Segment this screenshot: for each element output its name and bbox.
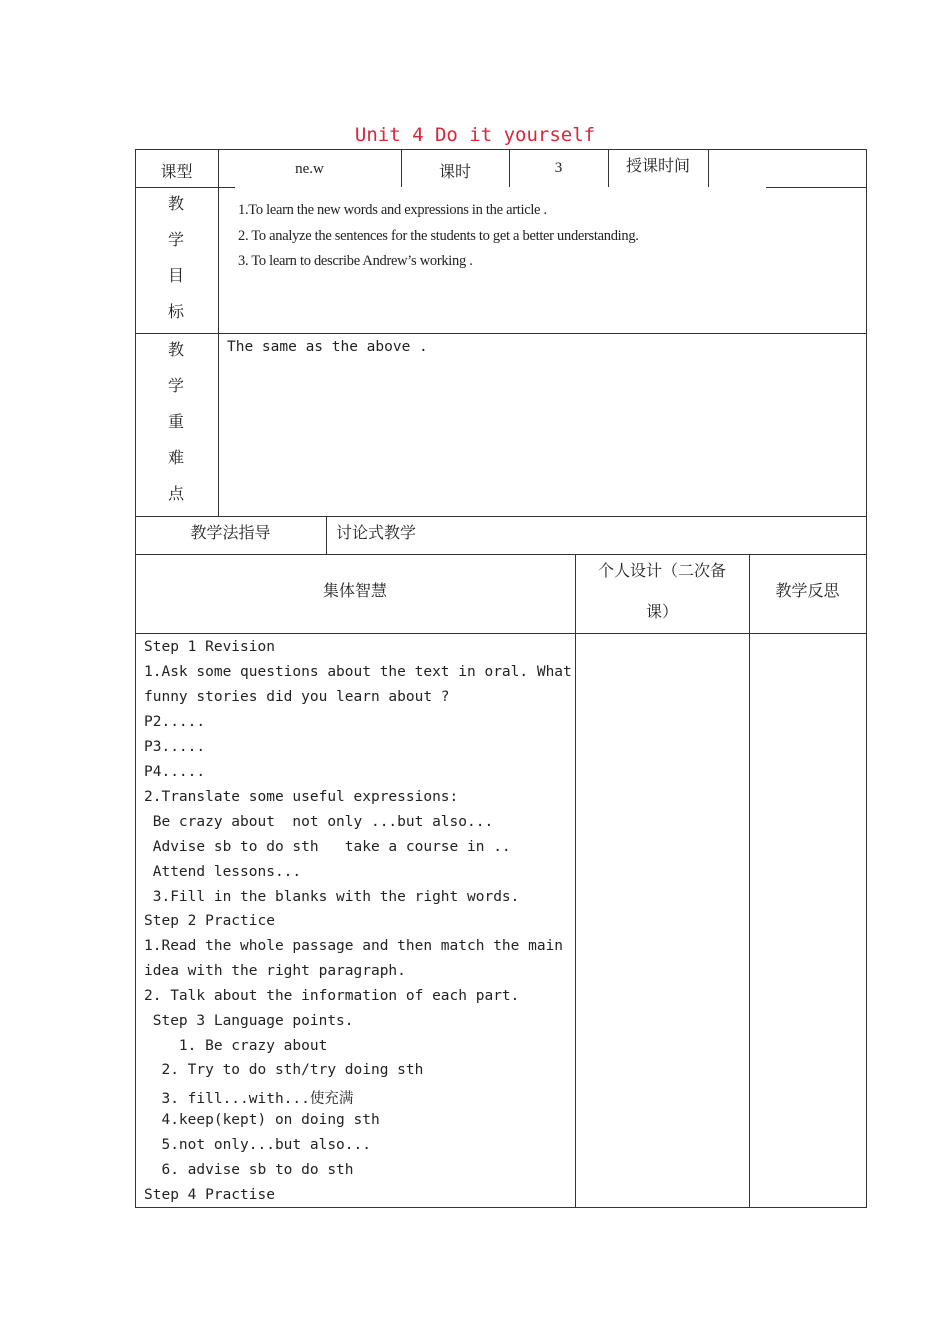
step-line: 4.keep(kept) on doing sth [144, 1112, 380, 1128]
table-border-top [135, 149, 867, 150]
step-line: 2.Translate some useful expressions: [144, 789, 459, 805]
step-line: 5.not only...but also... [144, 1137, 371, 1153]
header-divider-5 [708, 149, 709, 187]
difficulties-label-char: 点 [168, 484, 185, 503]
step-line: Advise sb to do sth take a course in .. [144, 839, 511, 855]
table-border-left [135, 149, 136, 1208]
page-title: Unit 4 Do it yourself [354, 124, 596, 146]
type-value: ne.w [295, 161, 324, 177]
row-divider-difficulties [135, 516, 867, 517]
step-line: 1.Ask some questions about the text in oral. What [144, 664, 572, 680]
row-divider-objectives [135, 333, 867, 334]
type-label: 课型 [160, 162, 193, 181]
time-label: 授课时间 [625, 156, 690, 175]
reflection-header: 教学反思 [775, 581, 840, 600]
row-divider-header-left [135, 187, 235, 188]
step-line: idea with the right paragraph. [144, 963, 406, 979]
step-line: 2. Talk about the information of each part. [144, 988, 520, 1004]
period-label: 课时 [438, 162, 471, 181]
step-line: Step 1 Revision [144, 639, 275, 655]
row-divider-columns [135, 633, 867, 634]
objectives-label-char: 目 [168, 266, 185, 285]
step-line: P2..... [144, 714, 206, 730]
step-line: funny stories did you learn about ? [144, 689, 450, 705]
difficulties-label-char: 教 [168, 340, 185, 359]
step-line: 2. Try to do sth/try doing sth [144, 1062, 424, 1078]
step-line: 1.Read the whole passage and then match the main [144, 938, 564, 954]
step-line: 3. fill...with...使充满 [144, 1091, 354, 1107]
objective-item: 1.To learn the new words and expressions in the article . [238, 202, 547, 218]
period-value: 3 [554, 160, 563, 176]
step-line: P4..... [144, 764, 206, 780]
step-line: 3.Fill in the blanks with the right words. [144, 889, 520, 905]
table-border-bottom [135, 1207, 867, 1208]
row-divider-header-right [766, 187, 867, 188]
difficulties-label-char: 学 [168, 376, 185, 395]
objective-item: 3. To learn to describe Andrew’s working . [238, 253, 473, 269]
step-line: 6. advise sb to do sth [144, 1162, 354, 1178]
objectives-label-char: 标 [168, 302, 185, 321]
objective-item: 2. To analyze the sentences for the students to get a better understanding. [238, 228, 639, 244]
objectives-label-char: 学 [168, 230, 185, 249]
method-label: 教学法指导 [190, 523, 271, 542]
step-line: 1. Be crazy about [144, 1038, 328, 1054]
step-line: P3..... [144, 739, 206, 755]
difficulties-text: The same as the above . [227, 339, 428, 355]
personal-header-line2: 课） [645, 602, 678, 621]
personal-header-line1: 个人设计（二次备 [597, 561, 726, 580]
collective-header: 集体智慧 [322, 581, 387, 600]
step-line: Attend lessons... [144, 864, 302, 880]
step-line: Step 2 Practice [144, 913, 275, 929]
step-line: Be crazy about not only ...but also... [144, 814, 494, 830]
table-border-right [866, 149, 867, 1208]
difficulties-label-char: 难 [168, 448, 185, 467]
column-divider-2 [749, 554, 750, 1207]
label-column-divider [218, 187, 219, 516]
row-divider-method [135, 554, 867, 555]
objectives-label-char: 教 [168, 194, 185, 213]
method-value: 讨论式教学 [336, 523, 417, 542]
difficulties-label-char: 重 [168, 412, 185, 431]
step-line: Step 3 Language points. [144, 1013, 354, 1029]
column-divider-1 [575, 554, 576, 1207]
method-divider [326, 516, 327, 554]
step-line: Step 4 Practise [144, 1187, 275, 1203]
